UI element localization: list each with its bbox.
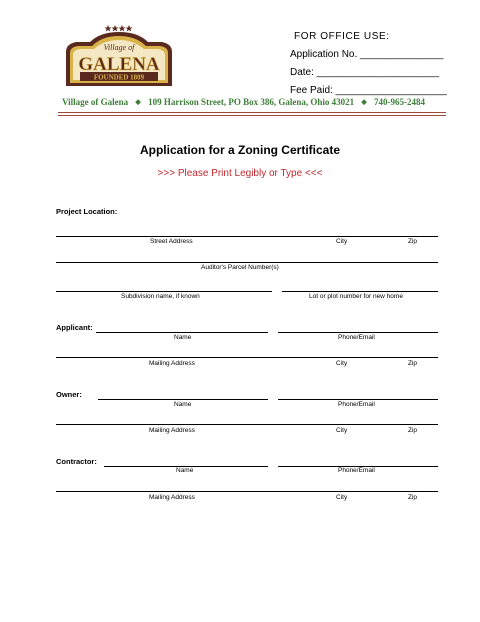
header-divider (58, 115, 446, 116)
subdivision-caption: Subdivision name, if known (121, 293, 200, 300)
applicant-zip-caption: Zip (408, 360, 418, 367)
logo-stars (105, 25, 133, 32)
address-street: 109 Harrison Street, PO Box 386, Galena, Ohio 43021 (148, 97, 355, 107)
date-field: Date: ______________________ (290, 67, 440, 78)
page-title: Application for a Zoning Certificate (139, 143, 340, 157)
lot-caption: Lot or plot number for new home (309, 293, 403, 300)
contractor-mailing-caption: Mailing Address (149, 494, 195, 501)
logo-top-text: Village of (103, 43, 135, 52)
applicant-name-caption: Name (174, 334, 192, 341)
owner-address-line[interactable] (56, 424, 438, 425)
office-use-heading: FOR OFFICE USE: (294, 31, 390, 42)
contractor-name-caption: Name (176, 467, 194, 474)
owner-mailing-caption: Mailing Address (149, 427, 195, 434)
contractor-label: Contractor: (56, 457, 97, 466)
owner-label: Owner: (56, 390, 82, 399)
owner-name-caption: Name (174, 401, 192, 408)
owner-zip-caption: Zip (408, 427, 418, 434)
applicant-phone-line[interactable] (278, 332, 438, 333)
applicant-address-line[interactable] (56, 357, 438, 358)
applicant-label: Applicant: (56, 323, 93, 332)
zip-caption: Zip (408, 238, 418, 245)
logo-founded: FOUNDED 1809 (93, 73, 145, 82)
diamond-icon: ◆ (361, 98, 367, 106)
applicant-city-caption: City (336, 360, 348, 367)
address-village: Village of Galena (62, 97, 129, 107)
owner-phone-line[interactable] (278, 399, 438, 400)
owner-city-caption: City (336, 427, 348, 434)
contractor-address-line[interactable] (56, 491, 438, 492)
project-location-label: Project Location: (56, 207, 118, 216)
address-phone: 740-965-2484 (374, 97, 426, 107)
applicant-mailing-caption: Mailing Address (149, 360, 195, 367)
owner-phone-caption: Phone/Email (338, 401, 375, 408)
village-logo (60, 22, 178, 92)
lot-number-line[interactable] (282, 291, 438, 292)
parcel-number-line[interactable] (56, 262, 438, 263)
header-divider (58, 112, 446, 113)
page-subtitle: >>> Please Print Legibly or Type <<< (157, 168, 323, 179)
street-address-line[interactable] (56, 236, 438, 237)
applicant-phone-caption: Phone/Email (338, 334, 375, 341)
office-use-block (290, 28, 470, 100)
owner-name-line[interactable] (98, 399, 268, 400)
subdivision-line[interactable] (56, 291, 272, 292)
contractor-phone-caption: Phone/Email (338, 467, 375, 474)
address-line (62, 97, 425, 107)
contractor-city-caption: City (336, 494, 348, 501)
parcel-caption: Auditor's Parcel Number(s) (201, 264, 279, 271)
contractor-zip-caption: Zip (408, 494, 418, 501)
fee-paid-field: Fee Paid: ____________________ (290, 85, 447, 96)
logo-name: GALENA (78, 54, 160, 75)
diamond-icon: ◆ (135, 98, 141, 106)
city-caption: City (336, 238, 348, 245)
applicant-name-line[interactable] (96, 332, 268, 333)
application-no-field: Application No. _______________ (290, 49, 444, 60)
street-address-caption: Street Address (150, 238, 193, 245)
